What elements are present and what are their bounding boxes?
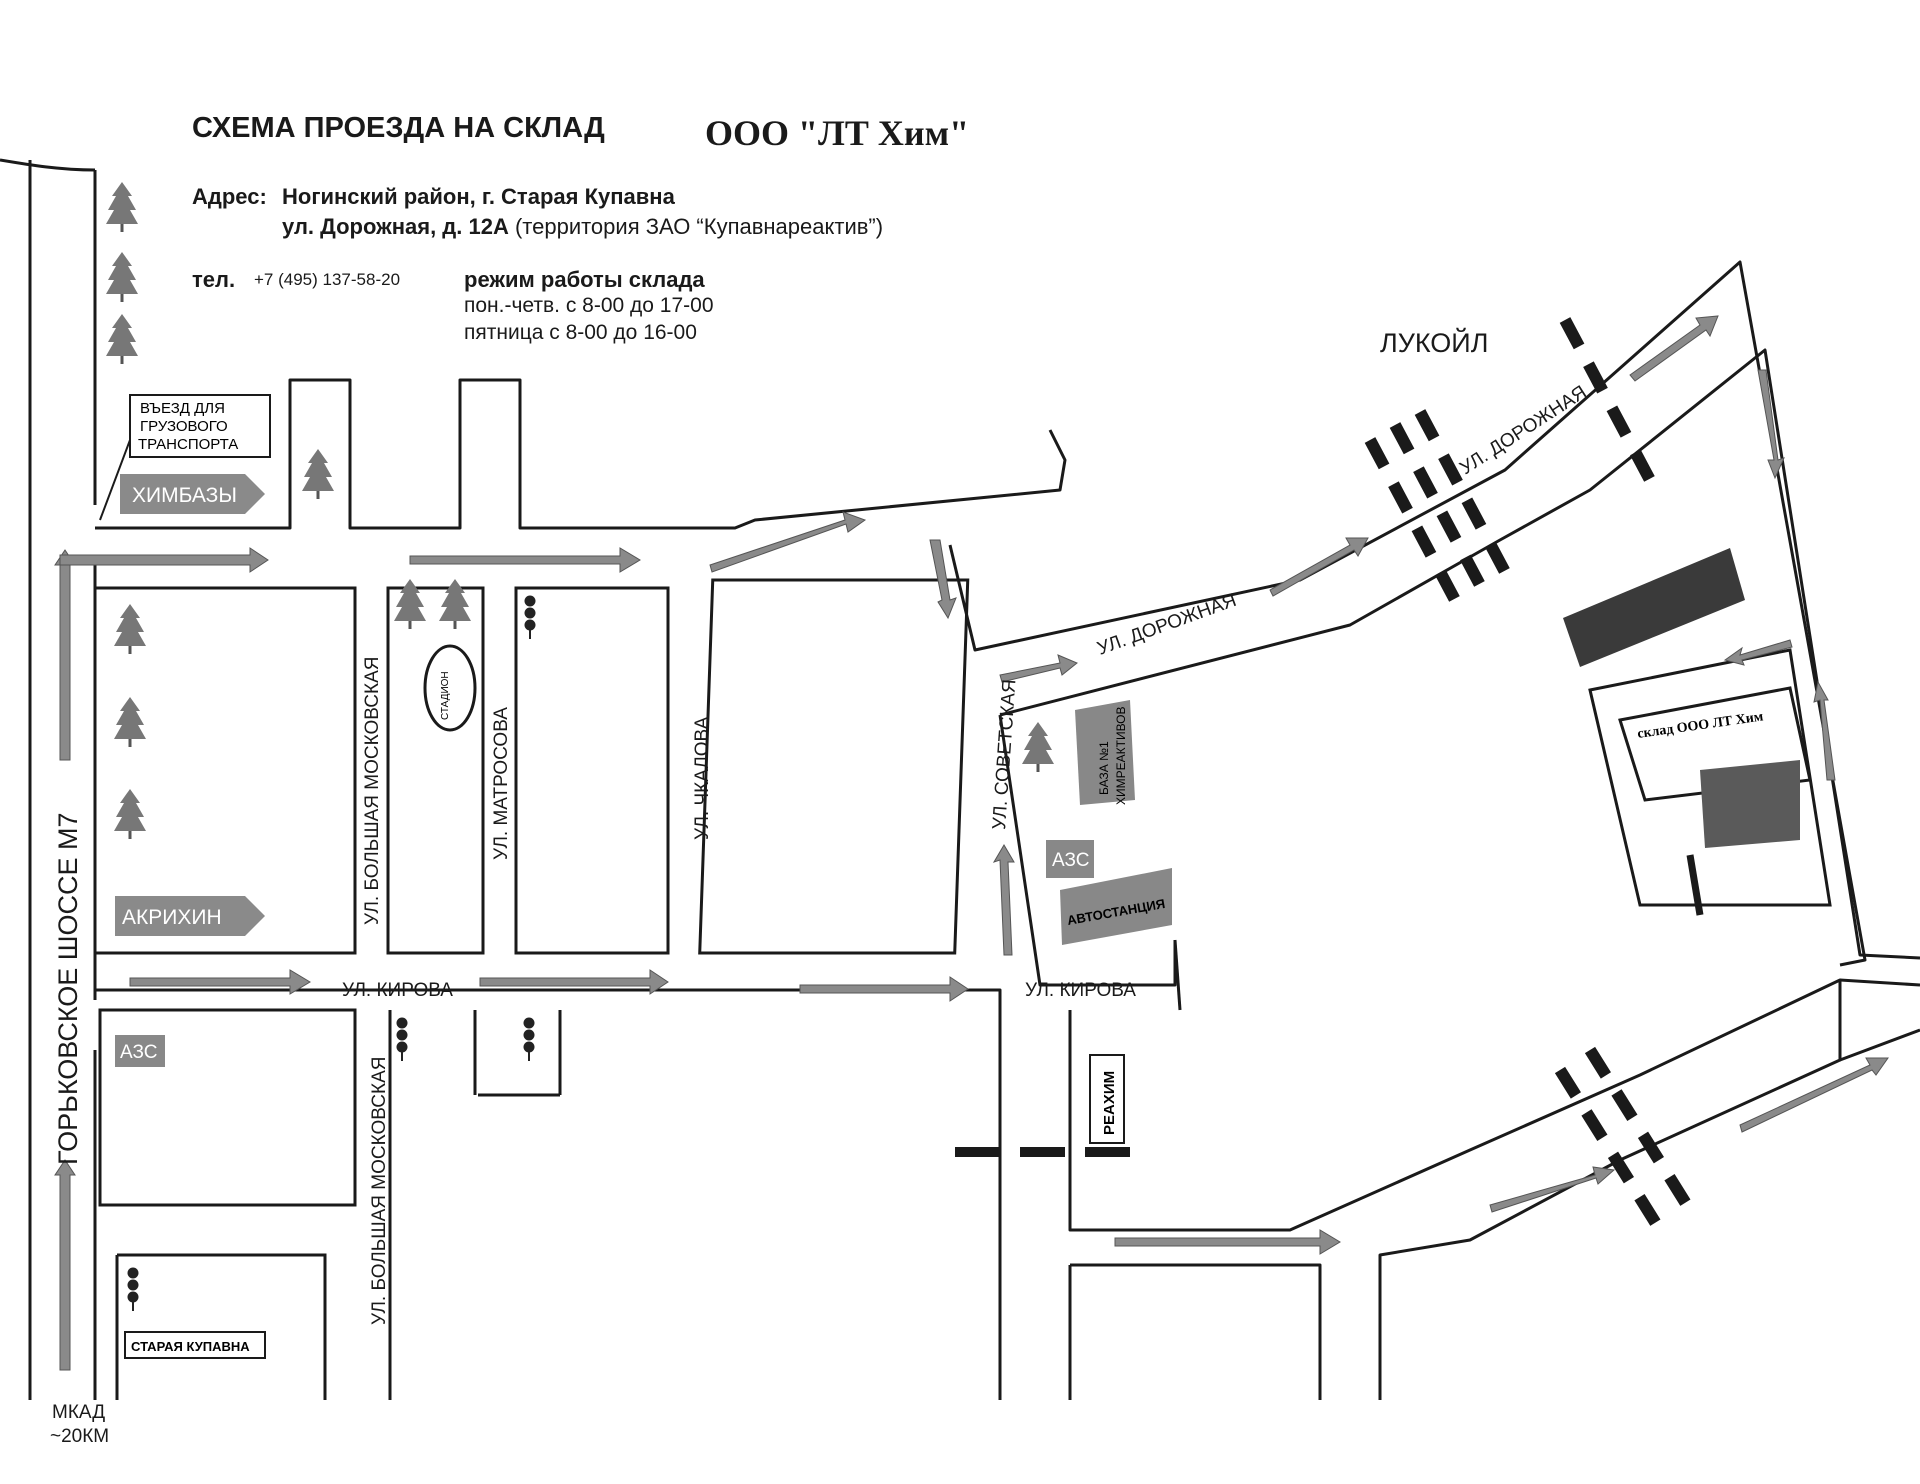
hours-weekdays: пон.-четв. с 8-00 до 17-00 (464, 294, 714, 317)
truck-entry-line-2: ГРУЗОВОГО (140, 418, 228, 435)
truck-entry-line-1: ВЪЕЗД ДЛЯ (140, 400, 225, 417)
sovetskaya-label: УЛ. СОВЕТСКАЯ (989, 678, 1021, 831)
avtostanciya-label: АВТОСТАНЦИЯ (1065, 895, 1167, 928)
truck-entry-line-3: ТРАНСПОРТА (138, 436, 239, 453)
mkad-label: МКАД (52, 1402, 106, 1423)
company-name: ООО "ЛТ Хим" (705, 113, 970, 153)
dark-building (1563, 548, 1745, 667)
phone-number[interactable]: +7 (495) 137-58-20 (254, 270, 401, 289)
bolshaya-moskovskaya-north-label: УЛ. БОЛЬШАЯ МОСКОВСКАЯ (362, 656, 383, 925)
highway-label: ГОРЬКОВСКОЕ ШОССЕ М7 (53, 812, 83, 1165)
block-stadium (388, 588, 483, 953)
address-territory: (территория ЗАО “Купавнареактив”) (508, 214, 884, 239)
address-label: Адрес: (192, 184, 267, 209)
hours-title: режим работы склада (464, 267, 705, 292)
block-chkalova (700, 580, 968, 953)
address-street: ул. Дорожная, д. 12А (282, 214, 509, 239)
lukoil-label: ЛУКОЙЛ (1380, 328, 1489, 358)
phone-label: тел. (192, 267, 236, 292)
staraya-kupavna-label: СТАРАЯ КУПАВНА (131, 1339, 250, 1354)
warehouse-label: склад ООО ЛТ Хим (1636, 709, 1765, 742)
bolshaya-moskovskaya-south-label: УЛ. БОЛЬШАЯ МОСКОВСКАЯ (369, 1056, 390, 1325)
grey-building (1700, 760, 1800, 848)
kirova-east-label: УЛ. КИРОВА (1025, 980, 1136, 1001)
matrosova-label: УЛ. МАТРОСОВА (491, 707, 512, 860)
akrihin-label: АКРИХИН (122, 906, 222, 929)
hours-friday: пятница с 8-00 до 16-00 (464, 321, 697, 344)
railway-crossings (955, 320, 1700, 1230)
azs-north-label: АЗС (1052, 850, 1090, 871)
baza-label-1: БАЗА №1 (1097, 741, 1111, 795)
map-title: СХЕМА ПРОЕЗДА НА СКЛАД (192, 112, 605, 144)
baza-label-2: ХИМРЕАКТИВОВ (1114, 706, 1128, 805)
azs-south-label: АЗС (120, 1042, 158, 1063)
chkalova-label: УЛ. ЧКАЛОВА (692, 716, 713, 840)
kirova-label: УЛ. КИРОВА (342, 980, 453, 1001)
stadium-label: СТАДИОН (440, 671, 451, 720)
block-matrosova (516, 588, 668, 953)
dorozhnaya-east-label: УЛ. ДОРОЖНАЯ (1456, 381, 1591, 480)
mkad-distance: ~20КМ (50, 1426, 110, 1447)
himbazy-label: ХИМБАЗЫ (132, 484, 237, 507)
address-line-1: Ногинский район, г. Старая Купавна (282, 184, 675, 209)
reahim-label: РЕАХИМ (1101, 1070, 1118, 1135)
dorozhnaya-label: УЛ. ДОРОЖНАЯ (1094, 589, 1240, 660)
